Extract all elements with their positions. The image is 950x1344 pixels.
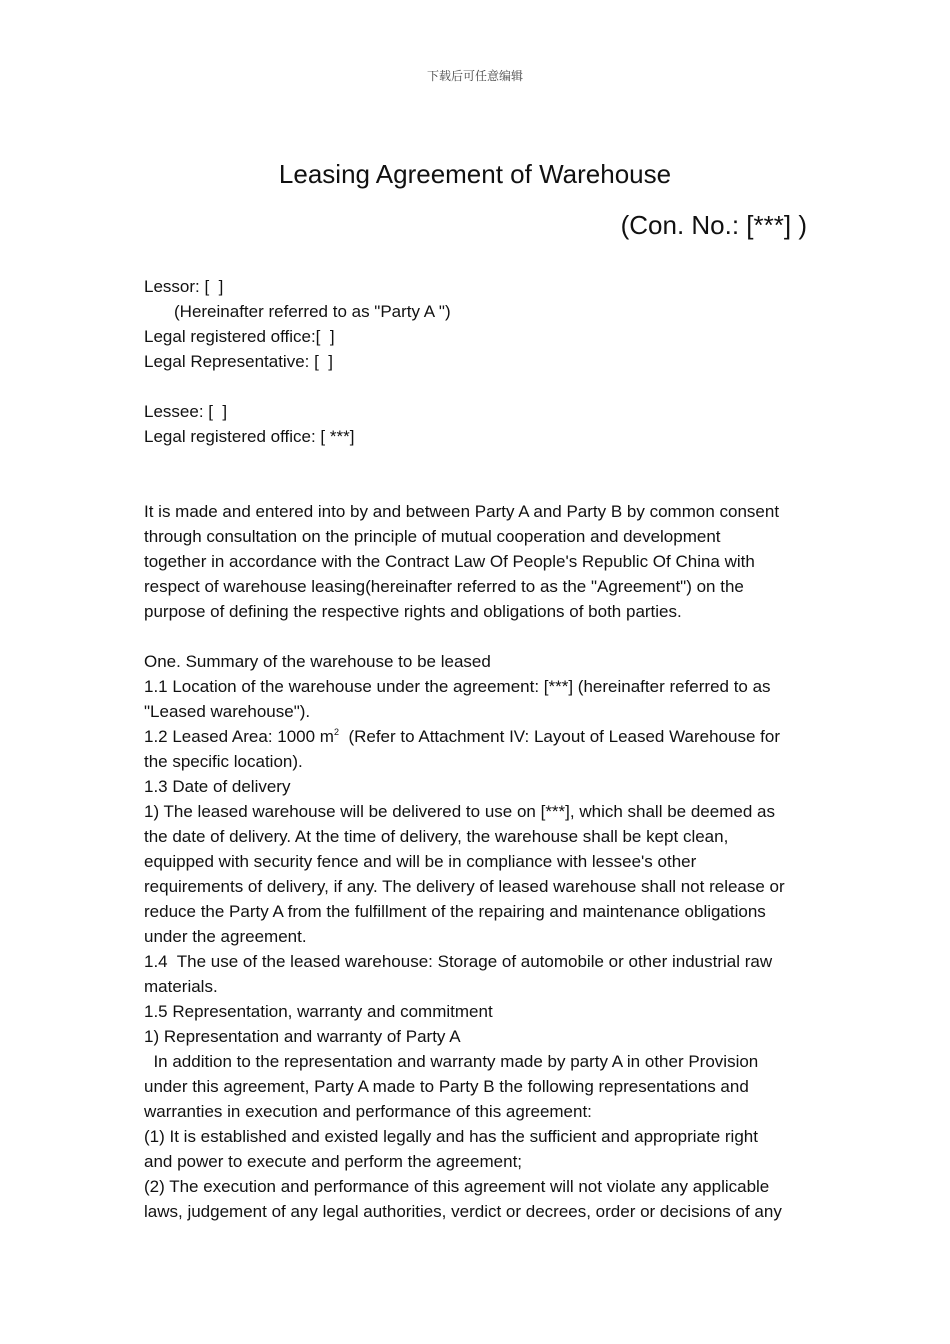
clause-line: 1.4 The use of the leased warehouse: Storage of automobile or other industrial raw [144, 952, 773, 971]
spacer [144, 449, 810, 499]
spacer [144, 374, 810, 399]
preamble-line: It is made and entered into by and between Party A and Party B by common consent [144, 502, 780, 521]
clause-line: equipped with security fence and will be in compliance with lessee's other [144, 852, 697, 871]
preamble-line: together in accordance with the Contract Law Of People's Republic Of China with [144, 552, 755, 571]
clause-line: 1.5 Representation, warranty and commitment [144, 1002, 493, 1021]
clause-line: warranties in execution and performance of this agreement: [144, 1102, 592, 1121]
clause-line: In addition to the representation and warranty made by party A in other Provision [144, 1052, 759, 1071]
clause-line: 1.3 Date of delivery [144, 777, 291, 796]
lessee-line: Lessee: [ ] [144, 402, 228, 421]
lessee-office-line: Legal registered office: [ ***] [144, 427, 355, 446]
lessor-representative-line: Legal Representative: [ ] [144, 352, 334, 371]
clause-line: "Leased warehouse"). [144, 702, 311, 721]
clause-line: the date of delivery. At the time of delivery, the warehouse shall be kept clean, [144, 827, 729, 846]
page-title: Leasing Agreement of Warehouse [278, 159, 672, 189]
area-superscript: 2 [333, 727, 339, 737]
clause-line: 1) Representation and warranty of Party A [144, 1027, 461, 1046]
preamble-line: respect of warehouse leasing(hereinafter referred to as the "Agreement") on the [144, 577, 744, 596]
clause-line: materials. [144, 977, 218, 996]
clause-line: reduce the Party A from the fulfillment of the repairing and maintenance obligations [144, 902, 766, 921]
lessor-line: Lessor: [ ] [144, 277, 224, 296]
preamble-line: purpose of defining the respective rights and obligations of both parties. [144, 602, 682, 621]
clause-line: laws, judgement of any legal authorities, verdict or decrees, order or decisions of any [144, 1202, 782, 1221]
clause-line: (1) It is established and existed legally and has the sufficient and appropriate right [144, 1127, 758, 1146]
clause-line: under this agreement, Party A made to Party B the following representations and [144, 1077, 749, 1096]
area-prefix: 1.2 Leased Area: 1000 m [144, 727, 334, 746]
section-one [144, 649, 810, 1224]
lessor-office-line: Legal registered office:[ ] [144, 327, 335, 346]
lessor-alias-line: (Hereinafter referred to as "Party A ") [174, 302, 451, 321]
contract-number: (Con. No.: [***] ) [620, 210, 807, 240]
spacer [144, 624, 810, 649]
preamble-paragraph [144, 499, 810, 624]
clause-line: requirements of delivery, if any. The delivery of leased warehouse shall not release or [144, 877, 785, 896]
leased-area-line [144, 724, 810, 749]
clause-line: under the agreement. [144, 927, 307, 946]
clause-line: 1.1 Location of the warehouse under the agreement: [***] (hereinafter referred to as [144, 677, 771, 696]
clause-line: and power to execute and perform the agreement; [144, 1152, 523, 1171]
preamble-line: through consultation on the principle of mutual cooperation and development [144, 527, 721, 546]
clause-line: the specific location). [144, 752, 303, 771]
area-suffix: (Refer to Attachment IV: Layout of Leased Warehouse for [339, 727, 780, 746]
clause-line: 1) The leased warehouse will be delivered to use on [***], which shall be deemed as [144, 802, 775, 821]
clause-line: (2) The execution and performance of this agreement will not violate any applicable [144, 1177, 770, 1196]
header-note: 下载后可任意编辑 [426, 69, 523, 83]
document-body [144, 274, 810, 1224]
section-heading: One. Summary of the warehouse to be leased [144, 652, 491, 671]
